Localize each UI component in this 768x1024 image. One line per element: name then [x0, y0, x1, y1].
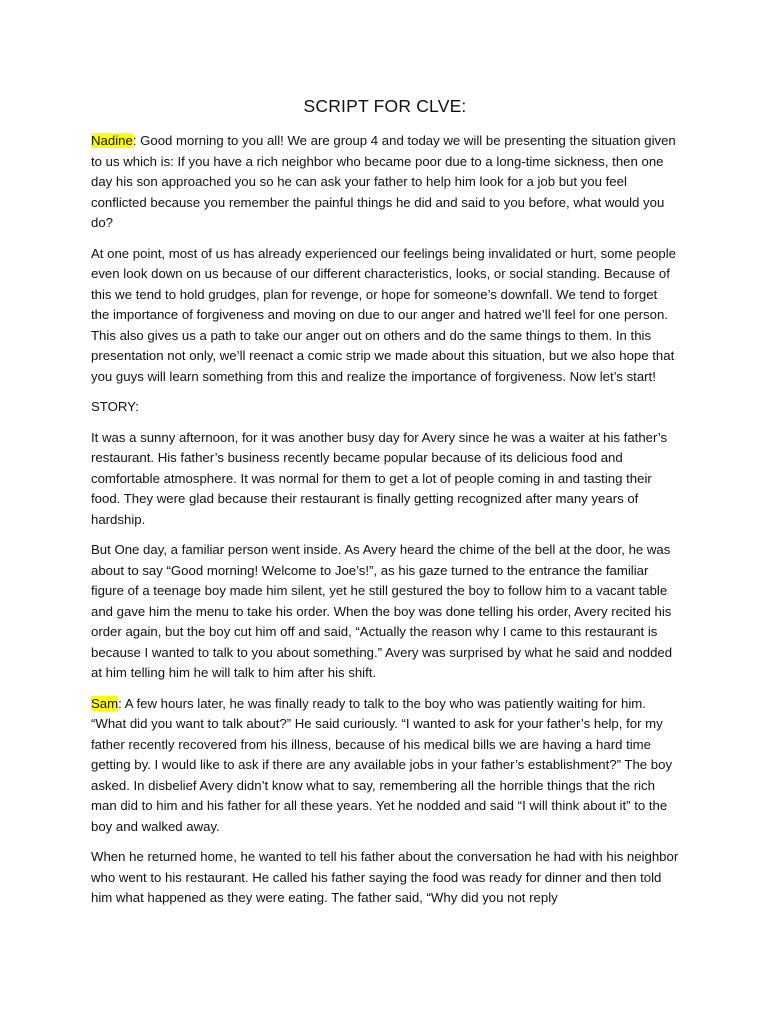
document-body: [91, 96, 679, 919]
paragraph-familiar-person: [91, 540, 679, 684]
paragraph-text: When he returned home, he wanted to tell his father about the conversation he had with his neighbor who went to his restaurant. He called his father saying the food was ready for dinner and then told him what happened as they were eating. The father said, “Why did you not reply: [91, 849, 679, 905]
paragraph-text: STORY:: [91, 399, 139, 414]
paragraph-text: : Good morning to you all! We are group 4 and today we will be presenting the situation given to us which is: If you have a rich neighbor who became poor due to a long-time sickness, then one day his son approached you so he can ask your father to help him look for a job but you feel conflicted because you remember the painful things he did and said to you before, what would you do?: [91, 133, 676, 230]
paragraph-story-heading: [91, 397, 679, 418]
paragraph-text: But One day, a familiar person went inside. As Avery heard the chime of the bell at the door, he was about to say “Good morning! Welcome to Joe’s!”, as his gaze turned to the entrance the familiar figure of a teenage boy made him silent, yet he still gestured the boy to follow him to a vacant table and gave him the menu to take his order. When the boy was done telling his order, Avery recited his order again, but the boy cut him off and said, “Actually the reason why I came to this restaurant is because I wanted to talk to you about something.” Avery was surprised by what he said and nodded at him telling him he will talk to him after his shift.: [91, 542, 673, 680]
paragraph-sunny-afternoon: [91, 428, 679, 531]
paragraph-text: At one point, most of us has already experienced our feelings being invalidated or hurt, some people even look down on us because of our different characteristics, looks, or social standing. Because of this we tend to hold grudges, plan for revenge, or hope for someone’s downfall. We tend to forget the importance of forgiveness and moving on due to our anger and hatred we’ll feel for one person. This also gives us a path to take our anger out on others and do the same things to them. In this presentation not only, we’ll reenact a comic strip we made about this situation, but we also hope that you guys will learn something from this and realize the importance of forgiveness. Now let’s start!: [91, 245, 677, 384]
paragraph-forgiveness: [91, 244, 679, 388]
paragraph-returned-home: [91, 847, 679, 909]
speaker-highlight: Nadine: [91, 133, 133, 148]
speaker-highlight: Sam: [91, 695, 119, 711]
paragraph-text: : A few hours later, he was finally ready to talk to the boy who was patiently waiting for him. “What did you want to talk about?” He said curiously. “I wanted to ask for your father’s help, for my father recently recovered from his illness, because of his medical bills we are having a hard time getting by. I would like to ask if there are any available jobs in your father’s establishment?” The boy asked. In disbelief Avery didn’t know what to say, remembering all the horrible things that the rich man did to him and his father for all these years. Yet he nodded and said “I will think about it” to the boy and walked away.: [91, 695, 673, 834]
paragraph-sam: [91, 694, 679, 838]
paragraph-intro: [91, 131, 679, 234]
paragraph-text: It was a sunny afternoon, for it was another busy day for Avery since he was a waiter at his father’s restaurant. His father’s business recently became popular because of its delicious food and comfortable atmosphere. It was normal for them to get a lot of people coming in and tasting their food. They were glad because their restaurant is finally getting recognized after many years of hardship.: [91, 429, 668, 527]
document-title: SCRIPT FOR CLVE:: [303, 96, 467, 116]
